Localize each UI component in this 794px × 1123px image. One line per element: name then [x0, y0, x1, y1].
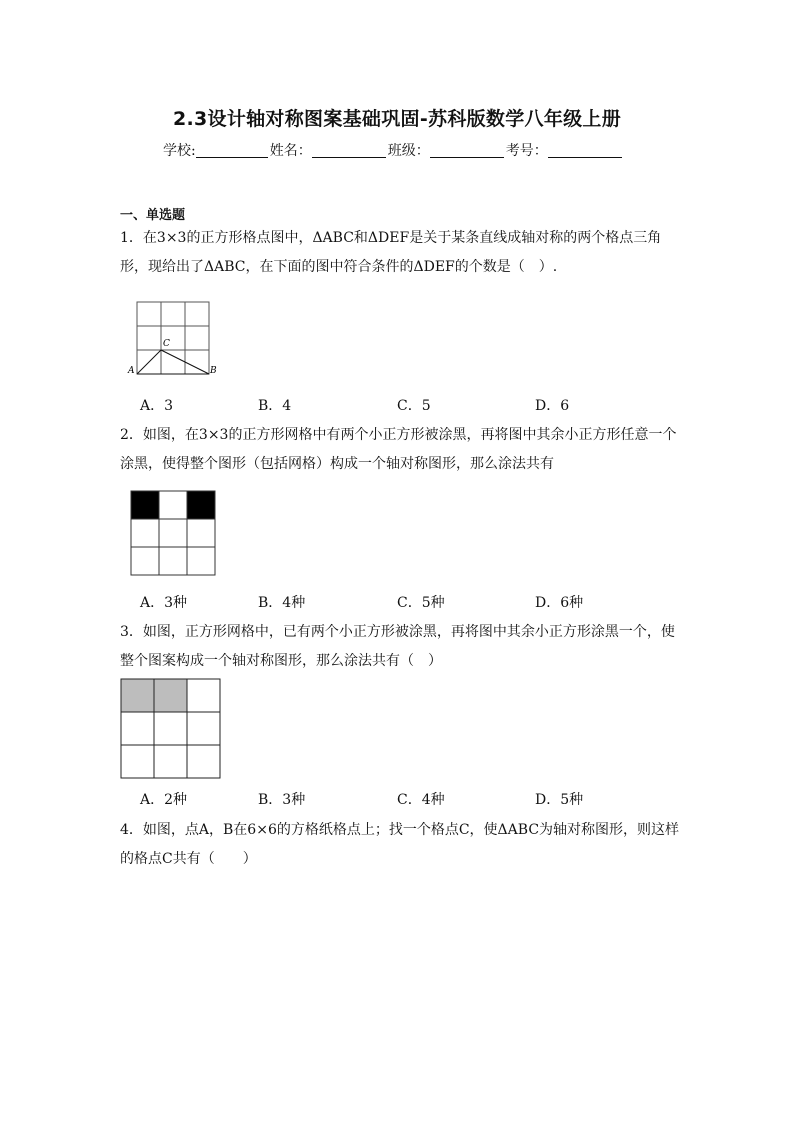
class-blank: [430, 143, 504, 158]
question-2-options: [140, 592, 660, 612]
figure-label-a: A: [128, 366, 135, 376]
option-b[interactable]: B．4种: [258, 595, 306, 611]
school-blank: [196, 143, 268, 158]
figure-label-b: B: [210, 366, 217, 376]
question-1-text: 1．在3×3的正方形格点图中，ΔABC和ΔDEF是关于某条直线成轴对称的两个格点三角形，现给出了ΔABC，在下面的图中符合条件的ΔDEF的个数是（ ）.: [120, 230, 662, 275]
question-3-text: 3．如图，正方形网格中，已有两个小正方形被涂黑，再将图中其余小正方形涂黑一个，使整个图案构成一个轴对称图形，那么涂法共有（ ）: [120, 624, 675, 669]
name-blank: [312, 143, 386, 158]
option-b[interactable]: B．3种: [258, 792, 306, 808]
question-4-text: 4．如图，点A，B在6×6的方格纸格点上；找一个格点C，使ΔABC为轴对称图形，则这样的格点C共有（ ）: [120, 822, 680, 867]
option-d[interactable]: D．6: [535, 398, 570, 414]
question-1-figure: [126, 300, 222, 378]
school-label: 学校:: [163, 143, 196, 159]
section-title: 一、单选题: [120, 208, 186, 223]
student-info-line: [163, 140, 624, 160]
option-a[interactable]: A．3: [140, 398, 174, 414]
question-3-figure: [118, 676, 222, 780]
option-b[interactable]: B．4: [258, 398, 292, 414]
question-2-text: 2．如图，在3×3的正方形网格中有两个小正方形被涂黑，再将图中其余小正方形任意一个涂黑，使得整个图形（包括网格）构成一个轴对称图形，那么涂法共有: [120, 427, 677, 472]
figure-label-c: C: [163, 339, 170, 349]
option-a[interactable]: A．3种: [140, 595, 188, 611]
page-title: 2.3设计轴对称图案基础巩固-苏科版数学八年级上册: [172, 108, 622, 130]
option-c[interactable]: C．4种: [397, 792, 445, 808]
option-d[interactable]: D．5种: [535, 792, 584, 808]
exam-no-label: 考号：: [505, 143, 548, 159]
option-c[interactable]: C．5种: [397, 595, 445, 611]
class-label: 班级：: [387, 143, 430, 159]
option-a[interactable]: A．2种: [140, 792, 188, 808]
question-2-figure: [128, 488, 218, 578]
option-c[interactable]: C．5: [397, 398, 431, 414]
name-label: 姓名：: [269, 143, 312, 159]
exam-no-blank: [548, 143, 622, 158]
question-3-options: [140, 789, 660, 809]
option-d[interactable]: D．6种: [535, 595, 584, 611]
question-1-options: [140, 395, 660, 415]
